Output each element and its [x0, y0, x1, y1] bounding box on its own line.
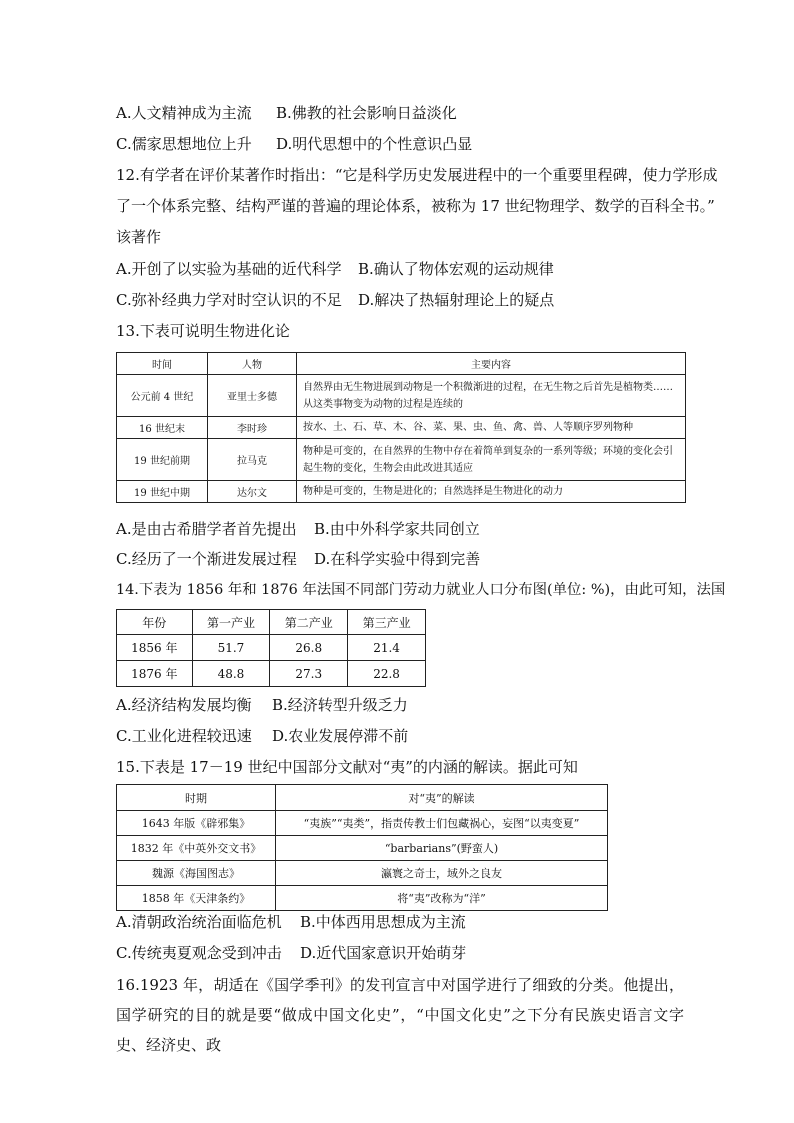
table-header-cell: 时间 [117, 353, 208, 375]
q12-option-d: D.解决了热辐射理论上的疑点 [358, 291, 555, 309]
table-cell: 自然界由无生物进展到动物是一个积微渐进的过程，在无生物之后首先是植物类……从这类事物变为动物的过程是连续的 [297, 375, 686, 417]
table-cell: 16 世纪末 [117, 417, 208, 439]
q11-option-b: B.佛教的社会影响日益淡化 [276, 104, 457, 122]
table-header-row [117, 610, 426, 635]
table-cell: 51.7 [192, 635, 270, 661]
table-cell: “夷族”“夷类”，指责传教士们包藏祸心，妄图“以夷变夏” [276, 811, 608, 836]
table-header-row [117, 785, 608, 811]
q15-options-row-2 [116, 943, 466, 963]
q13-options-row-2 [116, 549, 480, 569]
q11-option-d: D.明代思想中的个性意识凸显 [276, 135, 473, 153]
table-header-cell: 主要内容 [297, 353, 686, 375]
table-row [117, 439, 686, 481]
q16-paragraph: 16.1923 年，胡适在《国学季刊》的发刊宣言中对国学进行了细致的分类。他提出，国学研究的目的就是要“做成中国文化史”，“中国文化史”之下分有民族史语言文字史、经济史、政 [116, 976, 684, 1054]
q11-option-c: C.儒家思想地位上升 [116, 135, 252, 153]
q15-options-row-1 [116, 912, 466, 932]
q13-options-row-1 [116, 519, 480, 539]
q13-option-a: A.是由古希腊学者首先提出 [116, 520, 297, 538]
table-cell: 21.4 [348, 635, 426, 661]
table-row [117, 836, 608, 861]
table-cell: 1832 年《中英外交文书》 [117, 836, 276, 861]
table-row [117, 417, 686, 439]
table-header-cell: 第三产业 [348, 610, 426, 635]
table-row [117, 661, 426, 687]
q14-options-row-1 [116, 695, 408, 715]
q14-option-d: D.农业发展停滞不前 [272, 727, 409, 745]
table-cell: 公元前 4 世纪 [117, 375, 208, 417]
q14-option-a: A.经济结构发展均衡 [116, 696, 252, 714]
table-cell: 1858 年《天津条约》 [117, 886, 276, 911]
table-cell: 22.8 [348, 661, 426, 687]
table-cell: 19 世纪前期 [117, 439, 208, 481]
table-row [117, 811, 608, 836]
table-cell: 李时珍 [208, 417, 297, 439]
table-cell: 48.8 [192, 661, 270, 687]
table-header-cell: 对“夷”的解读 [276, 785, 608, 811]
table-row [117, 481, 686, 503]
q15-stem: 15.下表是 17－19 世纪中国部分文献对“夷”的内涵的解读。据此可知 [116, 758, 578, 776]
table-cell: 19 世纪中期 [117, 481, 208, 503]
q12-option-a: A.开创了以实验为基础的近代科学 [116, 260, 342, 278]
q15-option-c: C.传统夷夏观念受到冲击 [116, 944, 282, 962]
q14-option-c: C.工业化进程较迅速 [116, 727, 252, 745]
q12-stem-line-3: 该著作 [116, 228, 162, 246]
table-cell: 26.8 [270, 635, 348, 661]
table-header-cell: 第二产业 [270, 610, 348, 635]
table-cell: 魏源《海国图志》 [117, 861, 276, 886]
q11-options-row-1 [116, 103, 457, 123]
table-header-cell: 第一产业 [192, 610, 270, 635]
q14-option-b: B.经济转型升级乏力 [272, 696, 408, 714]
table-cell: 瀛寰之奇士，域外之良友 [276, 861, 608, 886]
table-cell: 1876 年 [117, 661, 193, 687]
table-header-row [117, 353, 686, 375]
table-cell: 亚里士多德 [208, 375, 297, 417]
q13-option-d: D.在科学实验中得到完善 [314, 550, 481, 568]
q14-options-row-2 [116, 726, 408, 746]
q14-table [116, 609, 426, 687]
table-cell: 将“夷”改称为“洋” [276, 886, 608, 911]
table-cell: 1856 年 [117, 635, 193, 661]
table-header-cell: 人物 [208, 353, 297, 375]
table-cell: 达尔文 [208, 481, 297, 503]
table-row [117, 861, 608, 886]
q12-stem-line-2: 了一个体系完整、结构严谨的普遍的理论体系，被称为 17 世纪物理学、数学的百科全书。” [116, 197, 715, 215]
q15-option-d: D.近代国家意识开始萌芽 [300, 944, 467, 962]
table-cell: “barbarians”(野蛮人) [276, 836, 608, 861]
q11-options-row-2 [116, 134, 472, 154]
q13-option-c: C.经历了一个渐进发展过程 [116, 550, 297, 568]
table-row [117, 635, 426, 661]
table-row [117, 375, 686, 417]
table-header-cell: 时期 [117, 785, 276, 811]
q13-stem: 13.下表可说明生物进化论 [116, 322, 290, 340]
table-cell: 物种是可变的，生物是进化的；自然选择是生物进化的动力 [297, 481, 686, 503]
table-row [117, 886, 608, 911]
table-cell: 按水、土、石、草、木、谷、菜、果、虫、鱼、禽、兽、人等顺序罗列物种 [297, 417, 686, 439]
q15-option-a: A.清朝政治统治面临危机 [116, 913, 282, 931]
q13-table [116, 352, 686, 503]
q12-option-c: C.弥补经典力学对时空认识的不足 [116, 291, 342, 309]
q11-option-a: A.人文精神成为主流 [116, 104, 252, 122]
q12-option-b: B.确认了物体宏观的运动规律 [358, 260, 554, 278]
q12-stem-line-1: 12.有学者在评价某著作时指出：“它是科学历史发展进程中的一个重要里程碑，使力学形成 [116, 166, 718, 184]
q12-options-row-1 [116, 259, 554, 279]
table-cell: 拉马克 [208, 439, 297, 481]
table-cell: 物种是可变的，在自然界的生物中存在着简单到复杂的一系列等级；环境的变化会引起生物的变化，生物会由此改进其适应 [297, 439, 686, 481]
q15-table [116, 784, 608, 911]
table-cell: 1643 年版《辟邪集》 [117, 811, 276, 836]
table-header-cell: 年份 [117, 610, 193, 635]
q14-stem: 14.下表为 1856 年和 1876 年法国不同部门劳动力就业人口分布图(单位: %)，由此可知，法国 [116, 582, 726, 598]
table-cell: 27.3 [270, 661, 348, 687]
q13-option-b: B.由中外科学家共同创立 [314, 520, 480, 538]
q15-option-b: B.中体西用思想成为主流 [300, 913, 466, 931]
q12-options-row-2 [116, 290, 554, 310]
